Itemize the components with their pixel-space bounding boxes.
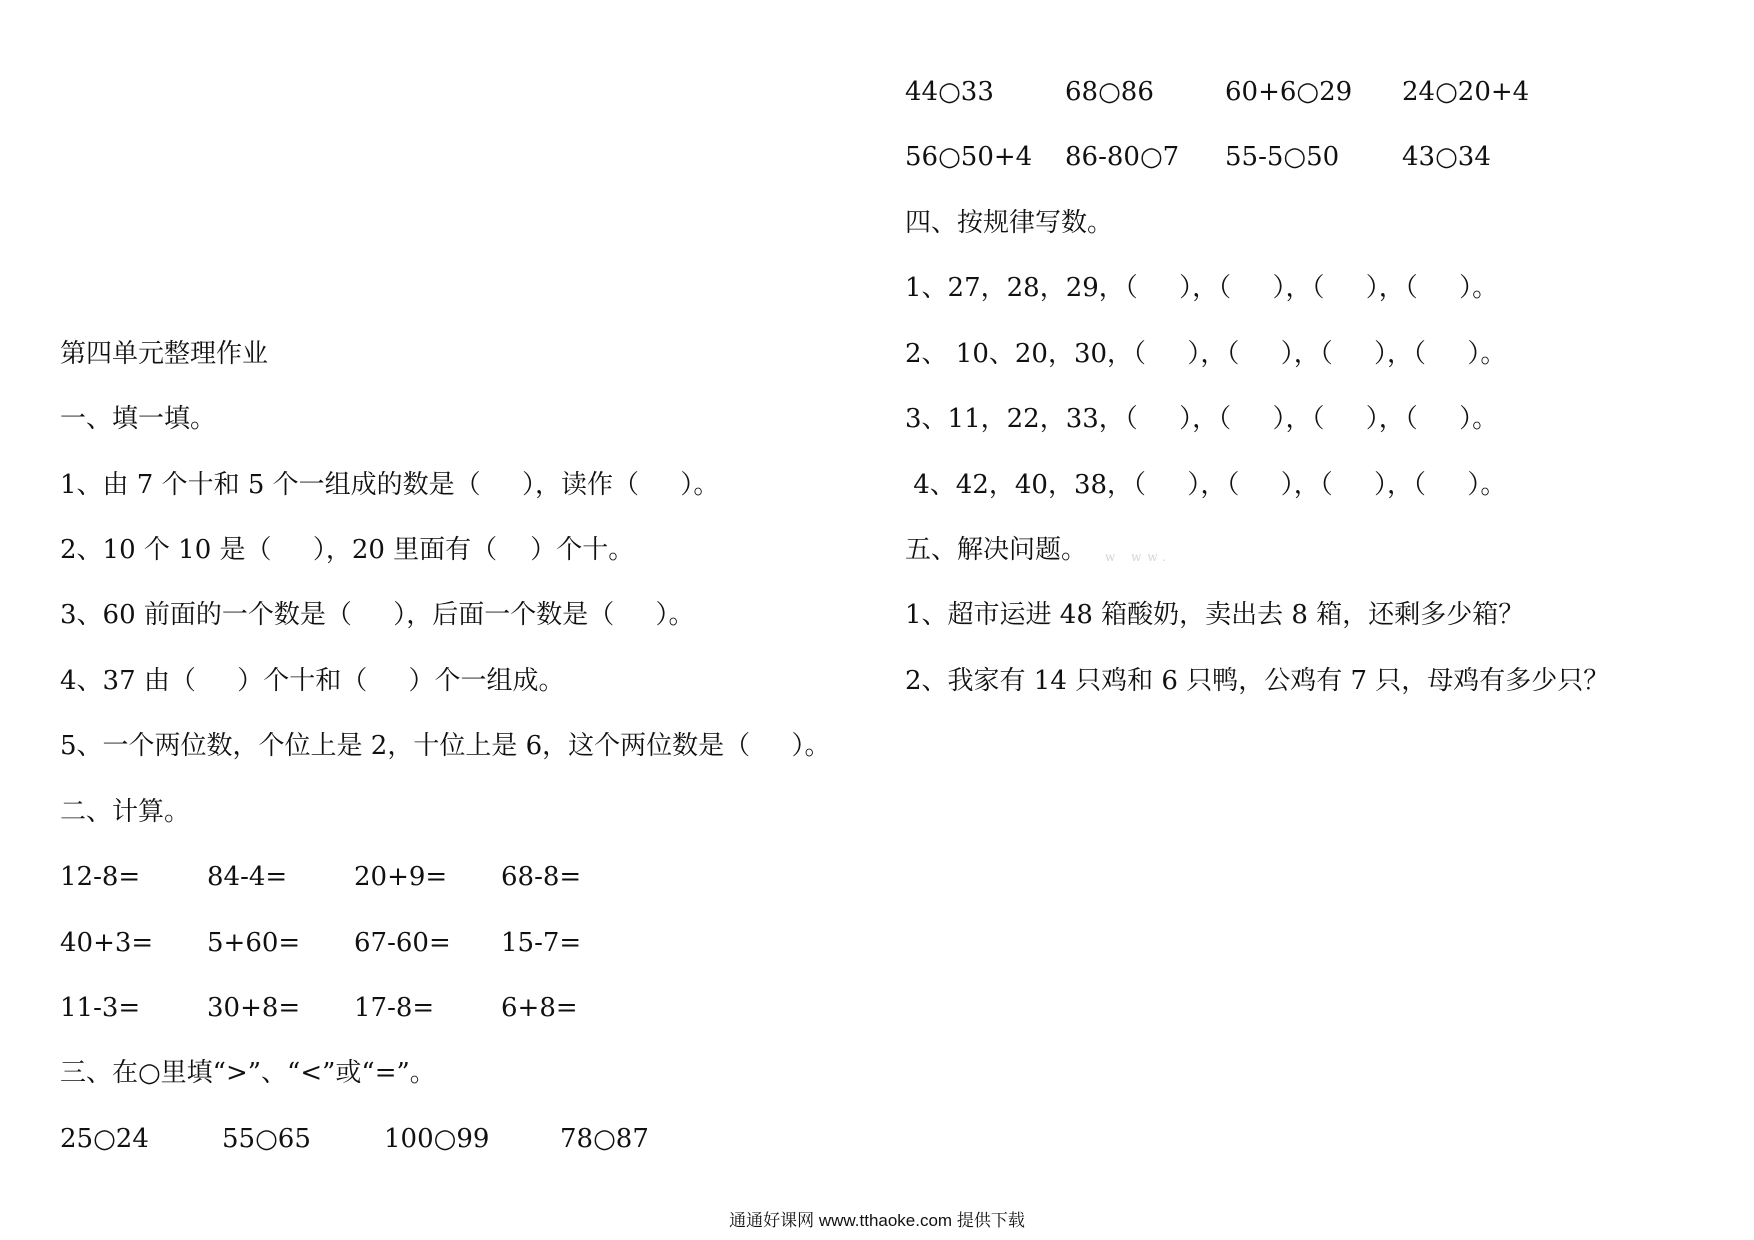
fill-item: 2、10 个 10 是（ ），20 里面有（ ）个十。 [60, 535, 635, 565]
problem-item: 2、我家有 14 只鸡和 6 只鸭，公鸡有 7 只，母鸡有多少只？ [905, 666, 1610, 696]
calc-item: 15-7= [501, 928, 582, 958]
compare-item: 43○34 [1402, 142, 1491, 172]
calc-item: 17-8= [354, 993, 435, 1023]
compare-item: 86-80○7 [1065, 142, 1180, 172]
problem-item: 1、超市运进 48 箱酸奶，卖出去 8 箱，还剩多少箱？ [905, 600, 1525, 630]
section1-heading: 一、填一填。 [60, 404, 217, 434]
section4-heading: 四、按规律写数。 [905, 208, 1114, 238]
fill-item: 5、一个两位数，个位上是 2，十位上是 6，这个两位数是（ ）。 [60, 731, 831, 761]
compare-item: 25○24 [60, 1124, 149, 1154]
compare-item: 60+6○29 [1225, 77, 1353, 107]
pattern-item: 4、42，40，38，（ ），（ ），（ ），（ ）。 [905, 470, 1507, 500]
calc-item: 40+3= [60, 928, 154, 958]
compare-item: 44○33 [905, 77, 994, 107]
footer-credit: 通通好课网 www.tthaoke.com 提供下载 [729, 1211, 1025, 1230]
section5-heading: 五、解决问题。 [905, 535, 1088, 565]
section3-heading: 三、在○里填“>”、“<”或“=”。 [60, 1058, 436, 1088]
calc-item: 84-4= [207, 862, 288, 892]
fill-item: 1、由 7 个十和 5 个一组成的数是（ ），读作（ ）。 [60, 470, 720, 500]
compare-item: 78○87 [560, 1124, 649, 1154]
calc-item: 11-3= [60, 993, 141, 1023]
calc-item: 12-8= [60, 862, 141, 892]
compare-item: 56○50+4 [905, 142, 1033, 172]
fill-item: 4、37 由（ ）个十和（ ）个一组成。 [60, 666, 565, 696]
fill-item: 3、60 前面的一个数是（ ），后面一个数是（ ）。 [60, 600, 695, 630]
compare-item: 55○65 [222, 1124, 311, 1154]
section2-heading: 二、计算。 [60, 797, 191, 827]
faint-watermark-smudge: w ww. [1105, 550, 1173, 564]
pattern-item: 1、27，28，29，（ ），（ ），（ ），（ ）。 [905, 273, 1499, 303]
calc-item: 6+8= [501, 993, 578, 1023]
calc-item: 67-60= [354, 928, 451, 958]
calc-item: 30+8= [207, 993, 301, 1023]
compare-item: 68○86 [1065, 77, 1154, 107]
compare-item: 24○20+4 [1402, 77, 1530, 107]
compare-item: 100○99 [384, 1124, 490, 1154]
calc-item: 68-8= [501, 862, 582, 892]
calc-item: 20+9= [354, 862, 448, 892]
page-title: 第四单元整理作业 [60, 339, 269, 369]
pattern-item: 2、 10、20，30，（ ），（ ），（ ），（ ）。 [905, 339, 1507, 369]
compare-item: 55-5○50 [1225, 142, 1340, 172]
pattern-item: 3、11，22，33，（ ），（ ），（ ），（ ）。 [905, 404, 1499, 434]
calc-item: 5+60= [207, 928, 301, 958]
